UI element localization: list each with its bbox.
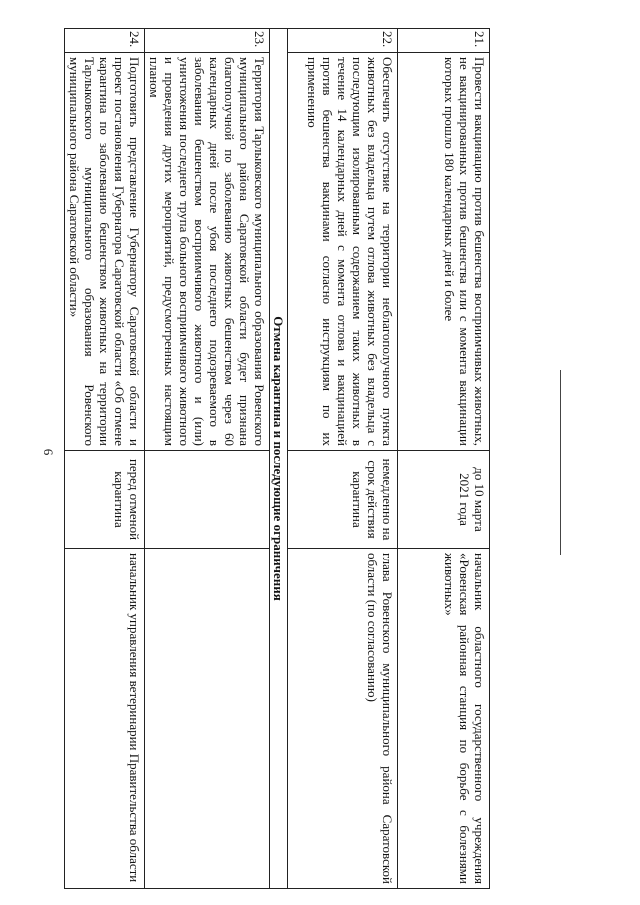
footer-rule — [560, 370, 561, 555]
row-deadline — [145, 451, 270, 549]
table-row — [398, 29, 490, 889]
row-number: 22. — [288, 29, 398, 53]
table-row — [145, 29, 270, 889]
section-row — [270, 29, 288, 889]
action-plan-table — [64, 28, 490, 889]
row-action: Территория Тарлыковского муниципального образования Ровенского муниципального района Саратовской области будет признана благополучной по заболеванию животных бешенством через 60 календарных дней после убоя последнего подозреваемого в заболевании бешенством восприимчивого животного и (или) уничтожения последнего трупа больного восприимчивого животного и проведения других мероприятий, предусмотренных настоящим планом — [145, 53, 270, 451]
table-row — [288, 29, 398, 889]
row-action: Подготовить представление Губернатору Саратовской области и проект постановления Губернатора Саратовской области «Об отмене карантина по заболеванию бешенством животных на территории Тарлыковского муниципального образования Ровенского муниципального района Саратовской области» — [65, 53, 145, 451]
rotated-page-content — [67, 28, 490, 888]
section-title: Отмена карантина и последующие ограничения — [270, 29, 288, 889]
row-number: 23. — [145, 29, 270, 53]
row-action: Провести вакцинацию против бешенства восприимчивых животных, не вакцинированных против бешенства или с момента вакцинации которых прошло 180 календарных дней и более — [398, 53, 490, 451]
row-responsible: начальник областного государственного учреждения «Ровенская районная станция по борьбе с болезнями животных» — [398, 549, 490, 889]
page-number: 6 — [41, 448, 56, 456]
row-responsible: начальник управления ветеринарии Правительства области — [65, 549, 145, 889]
row-deadline: до 10 марта 2021 года — [398, 451, 490, 549]
row-deadline: перед отменой карантина — [65, 451, 145, 549]
row-responsible — [145, 549, 270, 889]
row-action: Обеспечить отсутствие на территории неблагополучного пункта животных без владельца путем отлова животных без владельца с последующим изолированным содержанием таких животных в течение 14 календарных дней с момента отлова и вакцинацией против бешенства вакцинами согласно инструкциям по их применению — [288, 53, 398, 451]
table-row — [65, 29, 145, 889]
row-number: 24. — [65, 29, 145, 53]
row-number: 21. — [398, 29, 490, 53]
row-responsible: глава Ровенского муниципального района Саратовской области (по согласованию) — [288, 549, 398, 889]
row-deadline: немедленно на срок действия карантина — [288, 451, 398, 549]
